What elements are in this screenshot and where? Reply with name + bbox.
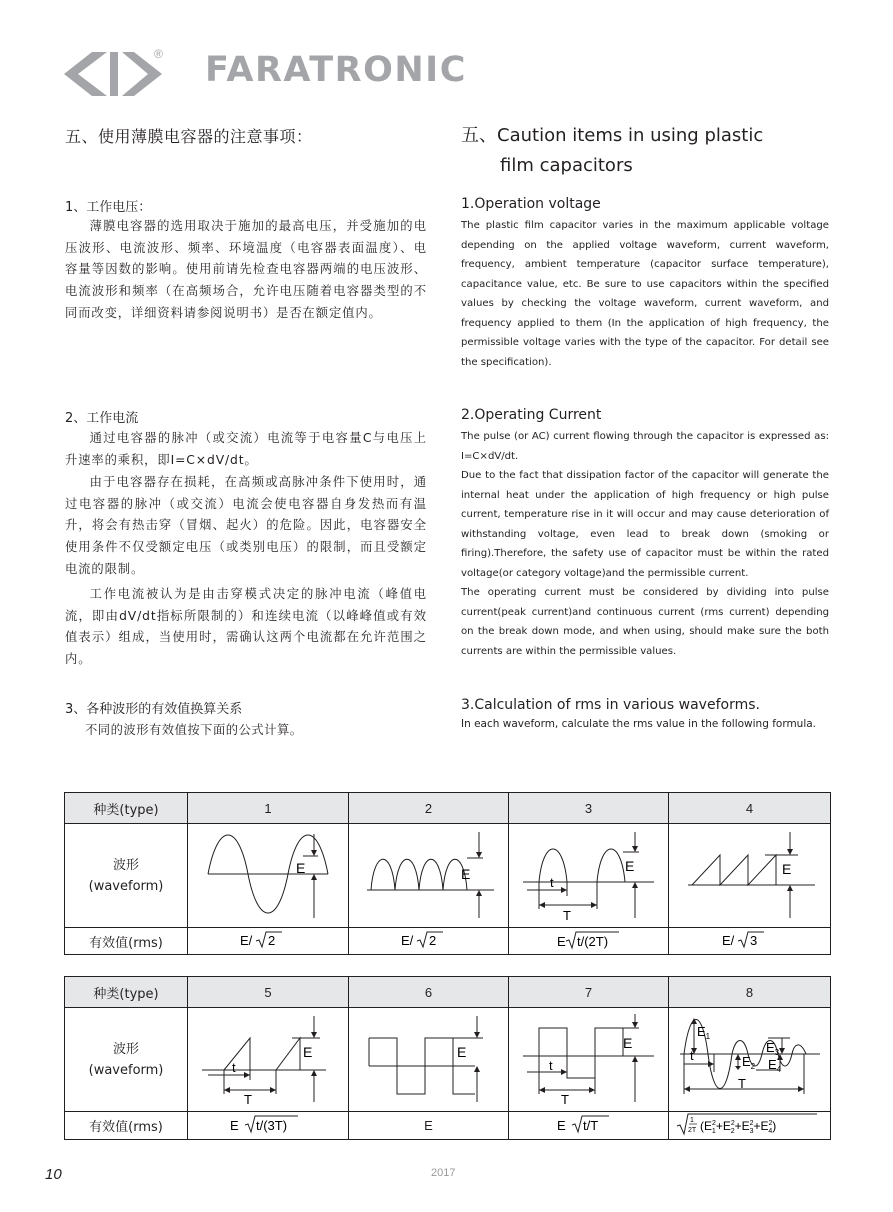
waveform-label-cn: 波形 bbox=[112, 1041, 139, 1057]
table-row bbox=[65, 1112, 831, 1140]
waveform-sawtooth bbox=[670, 824, 830, 924]
svg-text:2: 2 bbox=[268, 932, 276, 948]
svg-text:3: 3 bbox=[749, 932, 757, 948]
en-section2-para1: The pulse (or AC) current flowing through the capacitor is expressed as: I=C×dV/dt. bbox=[461, 431, 829, 462]
svg-text:E: E bbox=[303, 1044, 313, 1060]
en-section2-title: 2.Operating Current bbox=[461, 407, 602, 423]
table-row bbox=[65, 793, 831, 824]
svg-text:t/T: t/T bbox=[582, 1118, 598, 1133]
en-main-title-line1: 五、Caution items in using plastic bbox=[461, 125, 764, 146]
svg-text:E: E bbox=[461, 866, 471, 882]
svg-text:t: t bbox=[232, 1060, 236, 1075]
cn-main-title: 五、使用薄膜电容器的注意事项： bbox=[65, 127, 313, 146]
cn-section2-para2: 由于电容器存在损耗，在高频或高脉冲条件下使用时，通过电容器的脉冲（或交流）电流会使电容器自身发热而有温升，将会有热击穿（冒烟、起火）的危险。因此，电容器安全使用条件不仅受额定电压（或类别电压）的限制，而且受额定电流的限制。 bbox=[65, 475, 427, 576]
svg-text:t/(3T): t/(3T) bbox=[256, 1118, 288, 1133]
cn-section2-para1: 通过电容器的脉冲（或交流）电流等于电容量C与电压上升速率的乘积，即I=C×dV/dt。 bbox=[65, 431, 427, 467]
svg-text:E: E bbox=[625, 858, 635, 874]
svg-text:E2: $E_2$ bbox=[741, 1054, 755, 1071]
type-number: 8 bbox=[669, 977, 831, 1008]
rms-label: 有效值(rms) bbox=[65, 1112, 188, 1140]
en-section1-title: 1.Operation voltage bbox=[461, 196, 601, 212]
table-row bbox=[65, 824, 831, 928]
svg-text:E: E bbox=[623, 1035, 633, 1051]
waveform-asymmetric-sine bbox=[670, 1008, 830, 1108]
waveform-square bbox=[349, 1008, 509, 1108]
cn-section1-text: 薄膜电容器的选用取决于施加的最高电压，并受施加的电压波形、电流波形、频率、环境温度（电容器表面温度）、电容量等因数的影响。使用前请先检查电容器两端的电压波形、电流波形和频率（在高频场合，允许电压随着电容器类型的不同而改变，详细资料请参阅说明书）是否在额定值内。 bbox=[65, 219, 427, 320]
cn-section2-title: 2、工作电流 bbox=[65, 411, 139, 426]
svg-text:t: t bbox=[549, 1058, 553, 1073]
svg-text:T: T bbox=[563, 908, 571, 923]
type-number: 5 bbox=[188, 977, 349, 1008]
en-section2-para2: Due to the fact that dissipation factor of the capacitor will generate the internal heat under the application of high frequency or high pulse current, temperature rise in it will occur and may cause deterioration of withstanding voltage, even lead to break down (smoking or firing).Therefore, the safety use of capacitor must be within the rated voltage(or category voltage)and the permissible current. bbox=[461, 470, 829, 579]
cn-section2-para3: 工作电流被认为是由击穿模式决定的脉冲电流（峰值电流，即由dV/dt指标所限制的）和连续电流（以峰峰值或有效值表示）组成，当使用时，需确认这两个电流都在允许范围之内。 bbox=[65, 587, 427, 667]
cn-section1-title: 1、工作电压： bbox=[65, 200, 152, 215]
faratronic-logo-mark bbox=[62, 44, 172, 100]
table-row bbox=[65, 928, 831, 955]
svg-text:T: T bbox=[244, 1092, 252, 1107]
waveform-sine bbox=[188, 824, 348, 924]
en-main-title-line2: film capacitors bbox=[500, 155, 633, 176]
svg-text:t: t bbox=[689, 1048, 694, 1063]
waveform-table-2 bbox=[64, 976, 831, 1140]
svg-text:E: E bbox=[230, 1118, 239, 1133]
en-section3-text: In each waveform, calculate the rms value in the following formula. bbox=[461, 718, 817, 730]
type-number: 3 bbox=[509, 793, 669, 824]
waveform-label-cn: 波形 bbox=[112, 857, 139, 873]
svg-text:E4: $E_4$ bbox=[767, 1057, 781, 1074]
type-label: 种类(type) bbox=[65, 793, 188, 824]
svg-text:E/: E/ bbox=[240, 932, 253, 948]
waveform-rectangular-pulse bbox=[509, 1008, 669, 1108]
type-label: 种类(type) bbox=[65, 977, 188, 1008]
waveform-full-wave-rectified bbox=[349, 824, 509, 924]
registered-mark: ® bbox=[154, 47, 163, 61]
svg-text:E1: $E_1$ bbox=[696, 1024, 710, 1041]
table-row bbox=[65, 977, 831, 1008]
svg-text:E: E bbox=[457, 1044, 467, 1060]
svg-text:2T: 2T bbox=[687, 1127, 696, 1134]
svg-text:E: E bbox=[781, 861, 791, 877]
rms-formula bbox=[669, 1112, 831, 1140]
svg-text:E/: E/ bbox=[400, 932, 413, 948]
svg-text:E3: $E_3$ bbox=[765, 1040, 779, 1057]
svg-text:(E21+E22+E23+E24): ($E^2$ $1+E^2$ $2+E^2$ $3+E^2$ 4) bbox=[699, 1119, 776, 1135]
type-number: 6 bbox=[349, 977, 509, 1008]
rms-formula: E bbox=[349, 1112, 509, 1140]
rms-formula bbox=[509, 928, 669, 955]
rms-formula bbox=[188, 928, 349, 955]
type-number: 4 bbox=[669, 793, 831, 824]
type-number: 7 bbox=[509, 977, 669, 1008]
rms-formula bbox=[509, 1112, 669, 1140]
page-number: 10 bbox=[45, 1166, 62, 1183]
cn-section3-title: 3、各种波形的有效值换算关系 bbox=[65, 702, 243, 717]
waveform-trapezoid-pulse bbox=[188, 1008, 348, 1108]
rms-formula bbox=[188, 1112, 349, 1140]
waveform-label-en: (waveform) bbox=[88, 1062, 164, 1078]
rms-formula bbox=[669, 928, 831, 955]
svg-text:1: 1 bbox=[689, 1117, 694, 1124]
waveform-table-1 bbox=[64, 792, 831, 955]
cn-section3-text: 不同的波形有效值按下面的公式计算。 bbox=[85, 723, 303, 737]
svg-text:E/: E/ bbox=[721, 932, 734, 948]
svg-text:t/(2T): t/(2T) bbox=[576, 933, 608, 949]
type-number: 1 bbox=[188, 793, 349, 824]
rms-label: 有效值(rms) bbox=[65, 928, 188, 955]
rms-formula bbox=[349, 928, 509, 955]
footer-year: 2017 bbox=[431, 1167, 456, 1179]
waveform-half-wave-rectified bbox=[509, 824, 669, 924]
svg-text:E: E bbox=[296, 860, 306, 876]
en-section2-para3: The operating current must be considered by dividing into pulse current(peak current)and continuous current (rms current) depending on the break down mode, and when using, should make sure the both currents are within the permissible values. bbox=[461, 587, 829, 657]
table-row bbox=[65, 1008, 831, 1112]
svg-text:E: E bbox=[556, 933, 566, 949]
svg-text:E: E bbox=[556, 1118, 566, 1133]
svg-text:t: t bbox=[550, 875, 554, 890]
svg-text:T: T bbox=[737, 1076, 746, 1091]
brand-name: FARATRONIC bbox=[205, 50, 467, 90]
en-section3-title: 3.Calculation of rms in various waveforms. bbox=[461, 697, 760, 713]
type-number: 2 bbox=[349, 793, 509, 824]
en-section1-text: The plastic film capacitor varies in the maximum applicable voltage depending on the applied voltage waveform, current waveform, frequency, ambient temperature (capacitor surface temperature), capacitance value, etc. Be sure to use capacitors within the specified values by checking the voltage waveform, current waveform, and frequency applied to them (In the application of high frequency, the permissible voltage varies with the type of the capacitor. For detail see the specification). bbox=[461, 220, 829, 368]
svg-text:T: T bbox=[561, 1092, 569, 1107]
svg-text:2: 2 bbox=[428, 932, 436, 948]
waveform-label-en: (waveform) bbox=[88, 878, 164, 894]
